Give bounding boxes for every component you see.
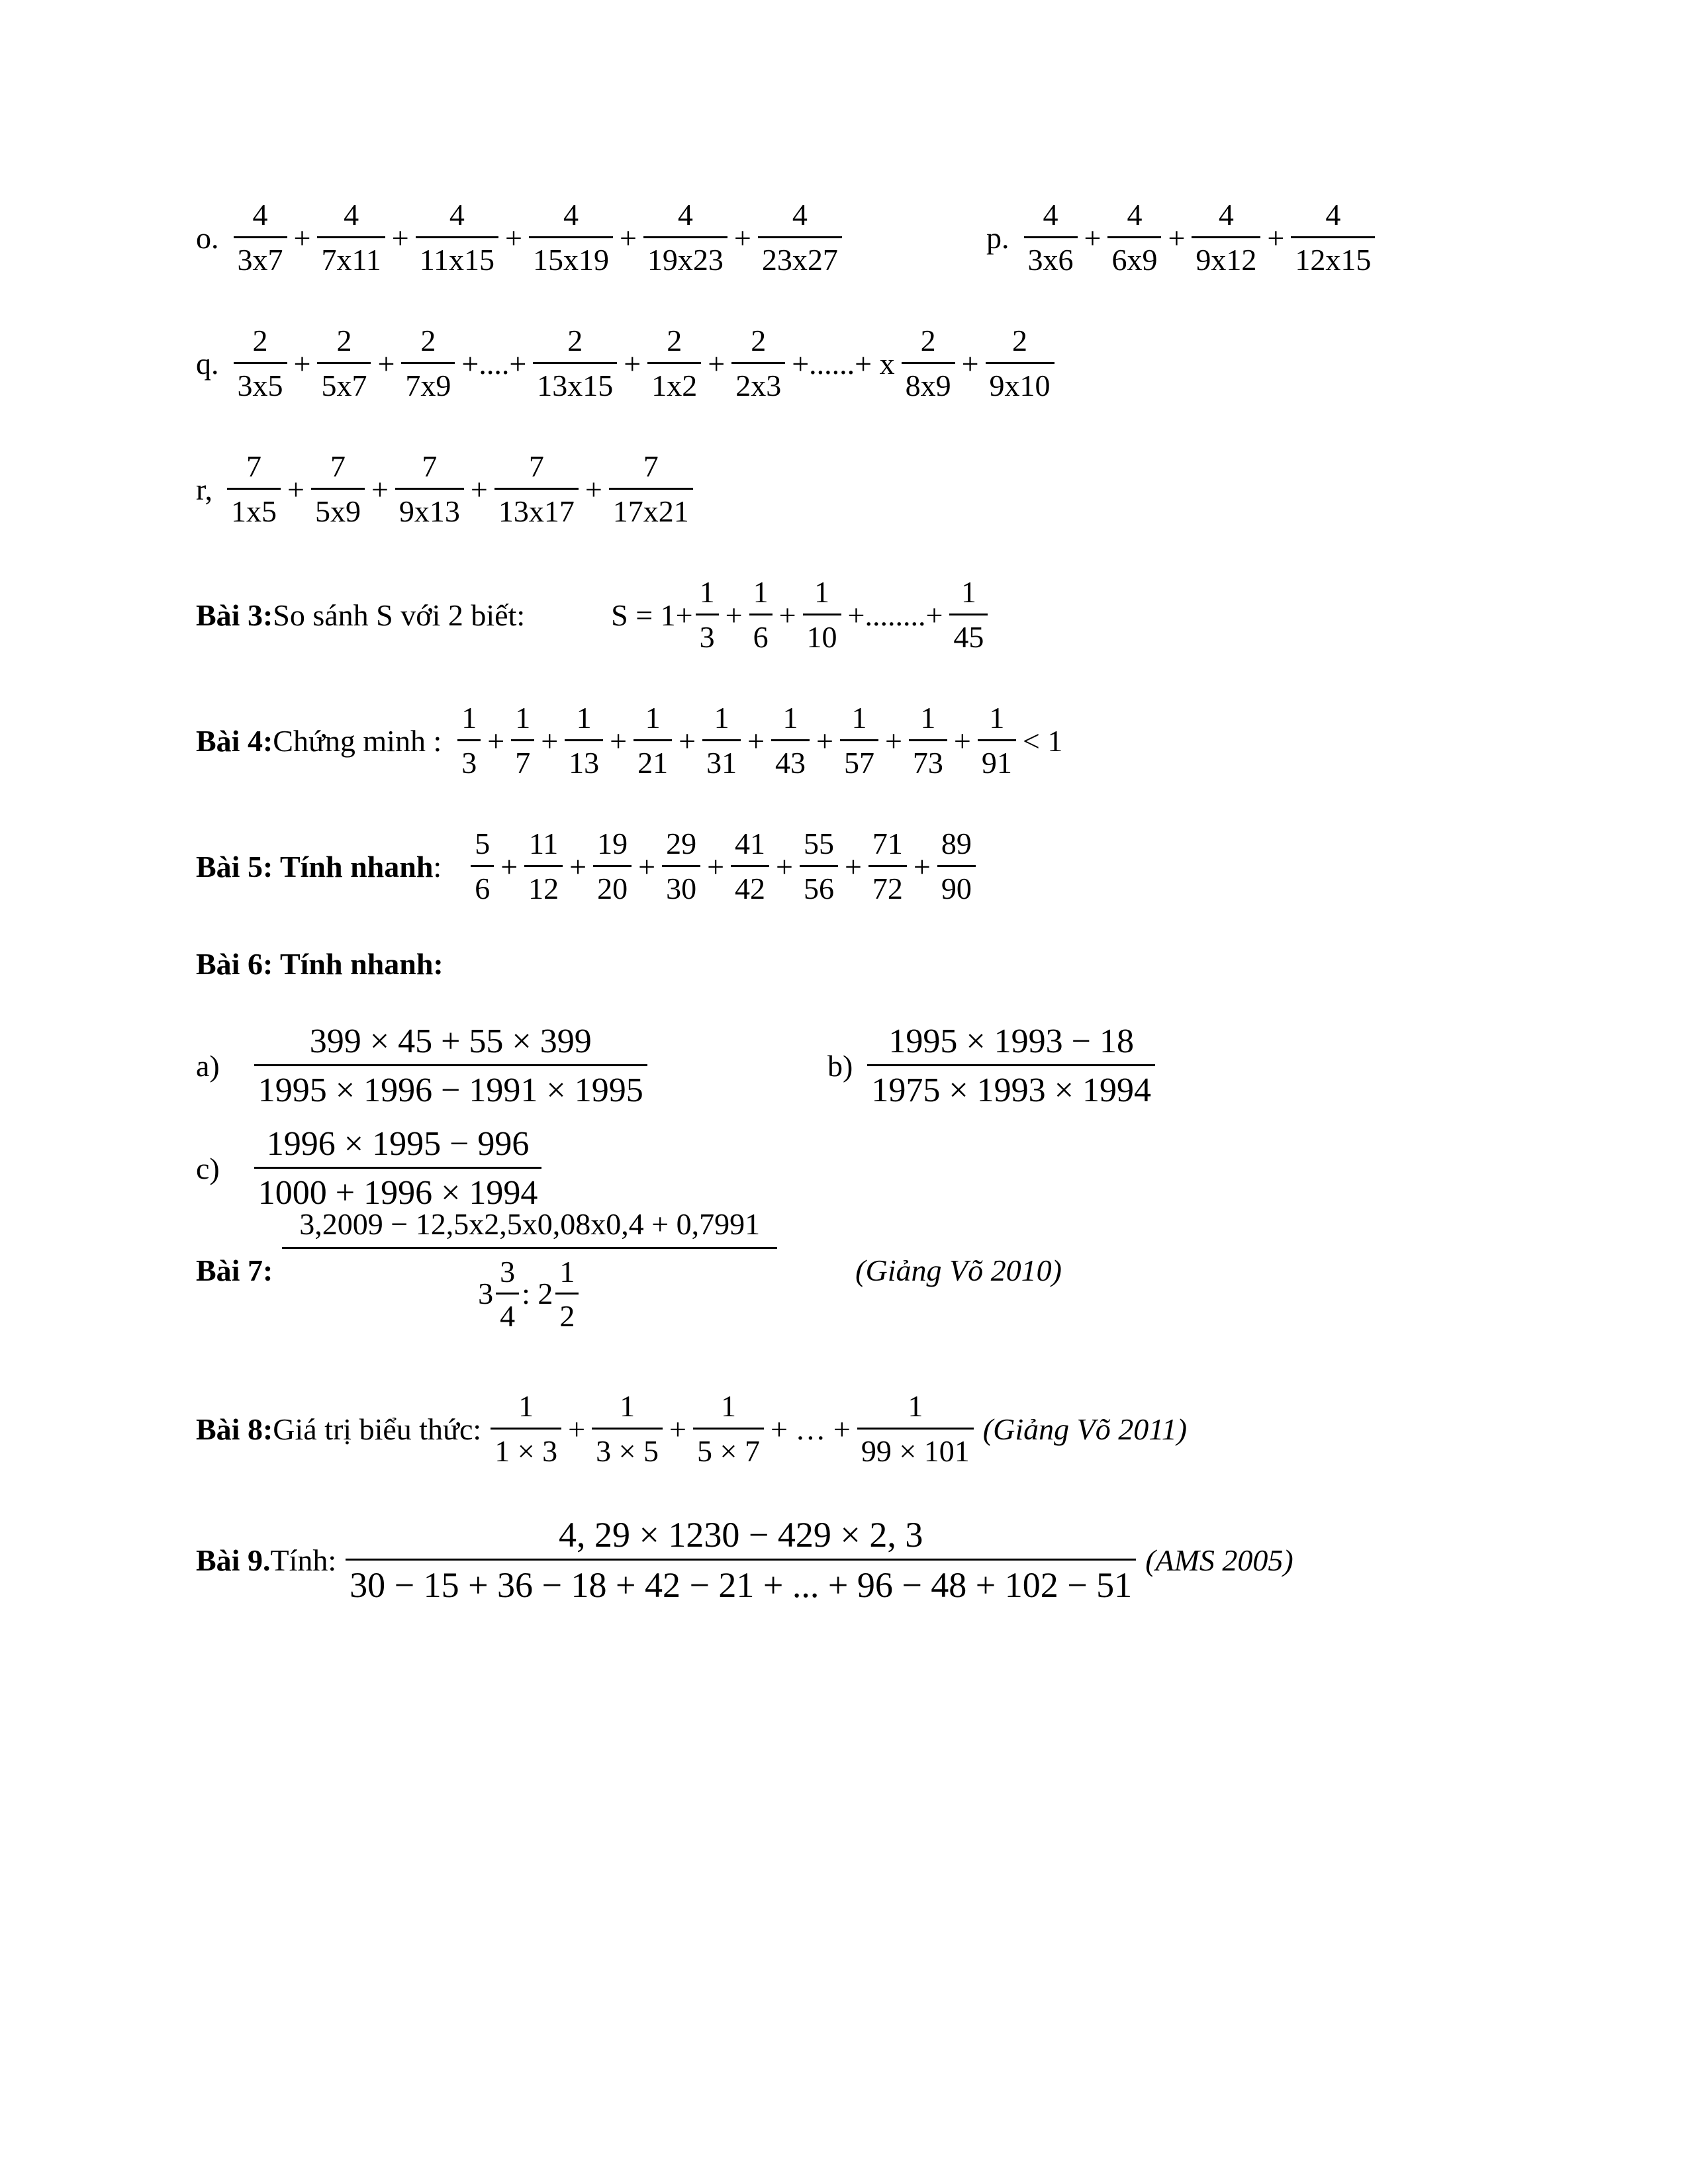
text-span: Chứng minh :	[273, 723, 442, 758]
exercise-title: Bài 6: Tính nhanh:	[196, 947, 444, 981]
text-span: Tính:	[270, 1543, 337, 1578]
operator: < 1	[1022, 723, 1063, 758]
operator: +	[844, 849, 862, 884]
exercise-line-bai6a	[196, 1023, 650, 1109]
numerator: 2	[920, 324, 936, 357]
operator: +	[624, 346, 641, 381]
denominator: 23x27	[758, 236, 842, 277]
fraction	[311, 450, 365, 528]
operator: +	[961, 346, 979, 381]
operator: +	[1084, 220, 1102, 255]
fraction	[609, 450, 693, 528]
operator: +......+ x	[792, 346, 895, 381]
operator: +	[776, 849, 793, 884]
fraction	[254, 1125, 542, 1212]
fraction	[529, 199, 613, 277]
fraction	[693, 1390, 764, 1468]
numerator: 1	[714, 701, 729, 735]
numerator: 55	[803, 827, 834, 860]
fraction	[593, 827, 632, 905]
fraction	[857, 1390, 974, 1468]
item-label: o.	[196, 220, 219, 255]
fraction	[800, 827, 838, 905]
fraction	[902, 324, 955, 402]
exercise-line-q	[196, 324, 1057, 402]
denominator: 21	[633, 739, 672, 780]
denominator: 1000 + 1996 × 1994	[254, 1167, 542, 1212]
fraction	[803, 576, 841, 654]
operator: +	[568, 1412, 586, 1446]
numerator: 4	[792, 198, 808, 232]
exercise-line-bai5	[196, 827, 978, 905]
numerator: 19	[597, 827, 628, 860]
fraction	[524, 827, 563, 905]
denominator: 1 × 3	[491, 1428, 561, 1469]
item-label: b)	[827, 1049, 853, 1083]
fraction	[1291, 199, 1375, 277]
operator: +	[733, 220, 751, 255]
operator: +	[487, 723, 505, 758]
denominator: 19x23	[643, 236, 727, 277]
fraction	[457, 702, 481, 780]
operator: +	[541, 723, 559, 758]
denominator: 3	[457, 739, 481, 780]
fraction	[401, 324, 455, 402]
operator: +	[371, 472, 389, 506]
operator: +	[287, 472, 305, 506]
denominator	[282, 1247, 777, 1334]
numerator: 41	[735, 827, 766, 860]
denominator: 2x3	[731, 362, 785, 403]
denominator: 20	[593, 865, 632, 906]
denominator: 15x19	[529, 236, 613, 277]
numerator: 1995 × 1993 − 18	[888, 1023, 1134, 1060]
denominator: 12	[524, 865, 563, 906]
fraction	[986, 324, 1055, 402]
operator: +	[500, 849, 518, 884]
fraction	[749, 576, 773, 654]
denominator: 3x6	[1024, 236, 1078, 277]
denominator: 9x10	[986, 362, 1055, 403]
fraction	[1024, 199, 1078, 277]
denominator: 13	[565, 739, 603, 780]
denominator: 2	[555, 1293, 579, 1334]
denominator: 6x9	[1107, 236, 1161, 277]
numerator: 1	[782, 701, 798, 735]
fraction	[1107, 199, 1161, 277]
fraction	[565, 702, 603, 780]
fraction	[662, 827, 700, 905]
operator: +	[816, 723, 833, 758]
denominator: 31	[702, 739, 741, 780]
operator: +	[707, 849, 725, 884]
operator: +	[708, 346, 726, 381]
operator: +	[293, 220, 311, 255]
fraction	[317, 199, 385, 277]
operator: +	[391, 220, 409, 255]
numerator: 29	[666, 827, 697, 860]
operator: +	[377, 346, 395, 381]
fraction	[643, 199, 727, 277]
denominator: 30 − 15 + 36 − 18 + 42 − 21 + ... + 96 − 48 + 102 − 51	[346, 1559, 1136, 1605]
numerator: 2	[420, 324, 436, 357]
denominator: 90	[937, 865, 976, 906]
operator: +	[619, 220, 637, 255]
numerator: 1	[908, 1389, 923, 1423]
numerator: 1	[814, 575, 830, 609]
denominator: 9x13	[395, 488, 464, 529]
operator: +	[725, 598, 743, 632]
numerator: 4	[449, 198, 465, 232]
exercise-line-o	[196, 199, 845, 277]
source-citation: (Giảng Võ 2011)	[982, 1412, 1188, 1446]
denominator: 1975 × 1993 × 1994	[867, 1064, 1155, 1109]
fraction	[494, 450, 579, 528]
exercise-title: Bài 7:	[196, 1253, 273, 1288]
item-label: c)	[196, 1152, 220, 1186]
denominator: 11x15	[416, 236, 498, 277]
denominator: 7x9	[401, 362, 455, 403]
numerator: 7	[422, 449, 438, 483]
exercise-line-bai8	[196, 1390, 1187, 1468]
denominator: 3	[696, 614, 719, 655]
fraction	[731, 827, 769, 905]
fraction	[937, 827, 976, 905]
denominator: 5x7	[317, 362, 371, 403]
operator: +	[585, 472, 602, 506]
numerator: 1	[645, 701, 661, 735]
numerator: 7	[528, 449, 544, 483]
operator: +	[569, 849, 587, 884]
exercise-title: Bài 4:	[196, 723, 273, 758]
denominator: 43	[771, 739, 810, 780]
denominator: 3x5	[234, 362, 287, 403]
text-span: S = 1+	[611, 598, 693, 632]
operator: +	[913, 849, 931, 884]
fraction	[416, 199, 498, 277]
fraction	[286, 1208, 773, 1334]
denominator: 56	[800, 865, 838, 906]
denominator: 5 × 7	[693, 1428, 764, 1469]
exercise-line-bai7	[196, 1208, 1062, 1334]
numerator: 4	[1218, 198, 1234, 232]
numerator: 4	[1043, 198, 1058, 232]
numerator: 1	[753, 575, 769, 609]
operator: +	[669, 1412, 686, 1446]
denominator: 8x9	[902, 362, 955, 403]
numerator: 5	[475, 827, 491, 860]
fraction	[771, 702, 810, 780]
numerator: 1	[620, 1389, 635, 1423]
numerator: 1	[851, 701, 867, 735]
denominator: 42	[731, 865, 769, 906]
numerator: 11	[529, 827, 559, 860]
operator: +	[505, 220, 522, 255]
fraction	[555, 1255, 579, 1334]
numerator: 1	[720, 1389, 736, 1423]
fraction	[395, 450, 464, 528]
numerator: 2	[751, 324, 767, 357]
fraction	[758, 199, 842, 277]
denominator: 1x5	[227, 488, 281, 529]
operator: +	[638, 849, 656, 884]
text-span: So sánh S với 2 biết:	[273, 598, 526, 632]
fraction	[867, 1023, 1155, 1109]
fraction	[471, 827, 494, 905]
exercise-title: Bài 8:	[196, 1412, 273, 1446]
operator: + … +	[770, 1412, 851, 1446]
numerator: 4	[252, 198, 268, 232]
exercise-line-bai6b	[827, 1023, 1158, 1109]
denominator: 7x11	[317, 236, 385, 277]
exercise-line-bai6c	[196, 1125, 544, 1212]
text-span: Giá trị biểu thức:	[273, 1412, 482, 1446]
numerator: 7	[246, 449, 261, 483]
denominator: 12x15	[1291, 236, 1375, 277]
fraction	[346, 1516, 1136, 1606]
denominator: 10	[803, 614, 841, 655]
exercise-title: Bài 5: Tính nhanh	[196, 849, 434, 884]
numerator: 7	[643, 449, 659, 483]
fraction	[702, 702, 741, 780]
operator: +	[293, 346, 311, 381]
fraction	[868, 827, 907, 905]
item-label: q.	[196, 346, 219, 381]
fraction	[592, 1390, 663, 1468]
numerator: 4	[677, 198, 693, 232]
source-citation: (AMS 2005)	[1145, 1543, 1293, 1578]
operator: +	[470, 472, 488, 506]
operator: +	[610, 723, 628, 758]
fraction	[533, 324, 617, 402]
text-span: :	[433, 849, 442, 884]
exercise-line-bai9	[196, 1516, 1293, 1606]
denominator: 3 × 5	[592, 1428, 663, 1469]
numerator: 1996 × 1995 − 996	[266, 1125, 530, 1163]
numerator: 399 × 45 + 55 × 399	[309, 1023, 592, 1060]
fraction	[978, 702, 1016, 780]
denominator: 17x21	[609, 488, 693, 529]
fraction	[696, 576, 719, 654]
fraction	[234, 199, 287, 277]
numerator: 2	[1012, 324, 1028, 357]
item-label: r,	[196, 472, 212, 506]
exercise-line-p	[986, 199, 1378, 277]
numerator: 1	[461, 701, 477, 735]
numerator: 1	[559, 1254, 575, 1289]
numerator: 4	[344, 198, 359, 232]
operator: +........+	[847, 598, 943, 632]
numerator: 1	[989, 701, 1005, 735]
exercise-title: Bài 3:	[196, 598, 273, 632]
numerator: 2	[567, 324, 583, 357]
numerator: 1	[518, 1389, 534, 1423]
denominator: 91	[978, 739, 1016, 780]
exercise-line-r	[196, 450, 696, 528]
operator: +	[1267, 220, 1285, 255]
exercise-line-bai6	[196, 946, 444, 981]
denominator: 5x9	[311, 488, 365, 529]
fraction	[491, 1390, 561, 1468]
fraction	[496, 1255, 519, 1334]
denominator: 1x2	[647, 362, 701, 403]
fraction	[731, 324, 785, 402]
numerator: 4	[563, 198, 579, 232]
numerator: 1	[699, 575, 715, 609]
fraction	[840, 702, 878, 780]
denominator: 6	[749, 614, 773, 655]
fraction	[647, 324, 701, 402]
numerator: 3,2009 − 12,5x2,5x0,08x0,4 + 0,7991	[299, 1207, 761, 1241]
denominator: 1995 × 1996 − 1991 × 1995	[254, 1064, 647, 1109]
fraction	[909, 702, 947, 780]
fraction	[227, 450, 281, 528]
numerator: 2	[252, 324, 268, 357]
exercise-title: Bài 9.	[196, 1543, 271, 1578]
numerator: 2	[336, 324, 352, 357]
numerator: 89	[941, 827, 972, 860]
mixed-whole: 3	[478, 1277, 494, 1311]
operator: +	[953, 723, 971, 758]
denominator: 4	[496, 1293, 519, 1334]
numerator: 4	[1127, 198, 1143, 232]
mixed-whole: : 2	[522, 1277, 553, 1311]
denominator: 3x7	[234, 236, 287, 277]
denominator: 7	[511, 739, 534, 780]
fraction	[254, 1023, 647, 1109]
denominator: 6	[471, 865, 494, 906]
numerator: 71	[872, 827, 903, 860]
item-label: p.	[986, 220, 1009, 255]
fraction	[511, 702, 534, 780]
denominator: 13x17	[494, 488, 579, 529]
fraction	[234, 324, 287, 402]
fraction	[317, 324, 371, 402]
numerator: 1	[961, 575, 976, 609]
exercise-line-bai3	[196, 576, 990, 654]
denominator: 13x15	[533, 362, 617, 403]
denominator: 45	[949, 614, 988, 655]
fraction	[1192, 199, 1260, 277]
denominator: 9x12	[1192, 236, 1260, 277]
denominator: 30	[662, 865, 700, 906]
operator: +	[679, 723, 696, 758]
operator: +	[778, 598, 796, 632]
numerator: 4	[1325, 198, 1341, 232]
fraction	[633, 702, 672, 780]
denominator: 57	[840, 739, 878, 780]
numerator: 2	[667, 324, 682, 357]
operator: +....+	[461, 346, 527, 381]
source-citation: (Giảng Võ 2010)	[855, 1253, 1062, 1288]
numerator: 3	[500, 1254, 516, 1289]
denominator: 72	[868, 865, 907, 906]
operator: +	[747, 723, 765, 758]
item-label: a)	[196, 1049, 220, 1083]
operator: +	[884, 723, 902, 758]
numerator: 7	[330, 449, 346, 483]
numerator: 1	[515, 701, 531, 735]
fraction	[949, 576, 988, 654]
numerator: 4, 29 × 1230 − 429 × 2, 3	[558, 1515, 923, 1555]
numerator: 1	[576, 701, 592, 735]
numerator: 1	[920, 701, 936, 735]
denominator: 73	[909, 739, 947, 780]
exercise-line-bai4	[196, 702, 1066, 780]
denominator: 99 × 101	[857, 1428, 974, 1469]
operator: +	[1168, 220, 1186, 255]
